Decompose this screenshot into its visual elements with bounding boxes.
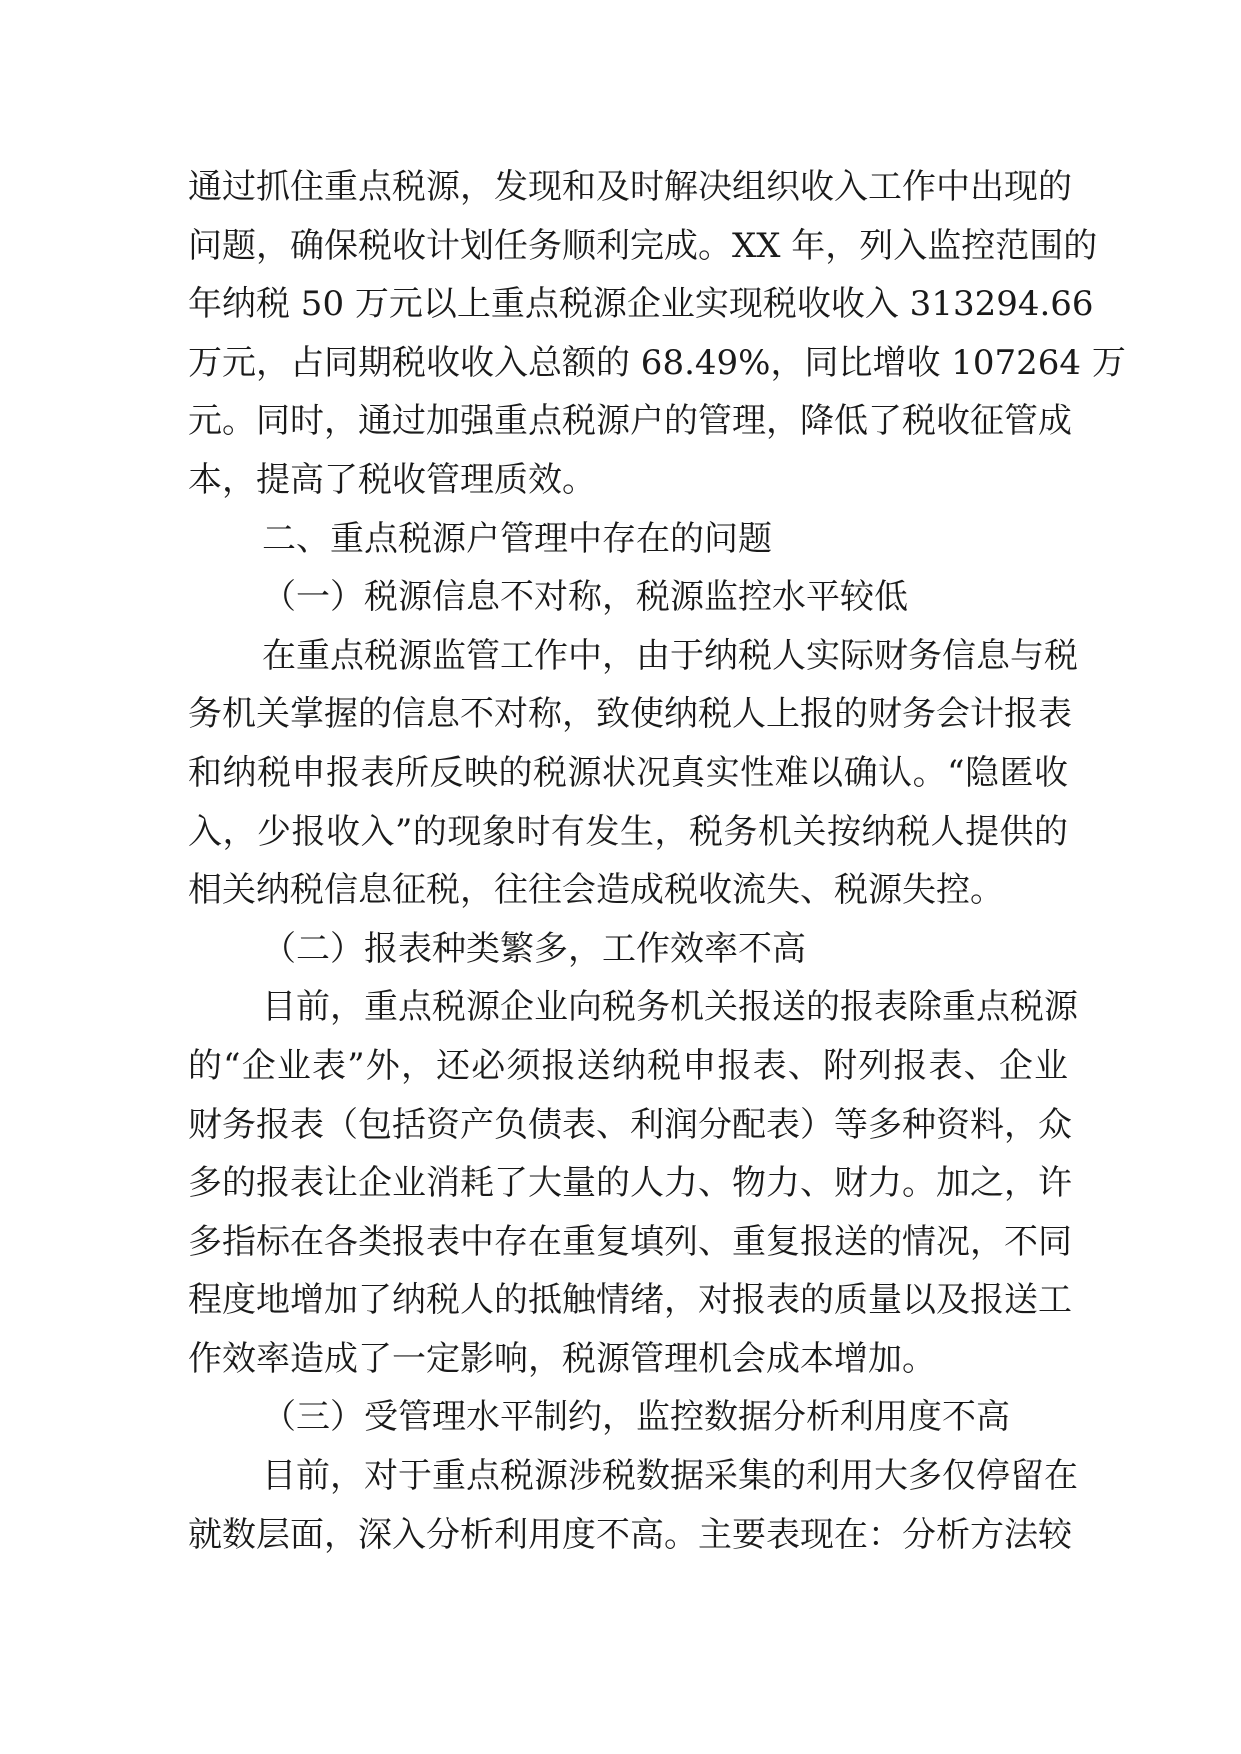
subsection-heading: （二）报表种类繁多，工作效率不高 — [262, 928, 806, 969]
text-line: 的“企业表”外，还必须报送纳税申报表、附列报表、企业 — [188, 1045, 1068, 1086]
text-line: 作效率造成了一定影响，税源管理机会成本增加。 — [188, 1338, 936, 1379]
text-line: 万元，占同期税收收入总额的 68.49%，同比增收 107264 万 — [188, 342, 1126, 383]
text-line: 相关纳税信息征税，往往会造成税收流失、税源失控。 — [188, 870, 1004, 911]
text-line: 入，少报收入”的现象时有发生，税务机关按纳税人提供的 — [188, 811, 1068, 852]
subsection-heading: （三）受管理水平制约，监控数据分析利用度不高 — [262, 1397, 1010, 1438]
text-line: 问题，确保税收计划任务顺利完成。XX 年，列入监控范围的 — [188, 225, 1098, 266]
text-line: 务机关掌握的信息不对称，致使纳税人上报的财务会计报表 — [188, 694, 1072, 735]
text-line: 多的报表让企业消耗了大量的人力、物力、财力。加之，许 — [188, 1163, 1072, 1204]
text-line: 元。同时，通过加强重点税源户的管理，降低了税收征管成 — [188, 401, 1072, 442]
text-line: 年纳税 50 万元以上重点税源企业实现税收收入 313294.66 — [188, 284, 1094, 325]
subsection-heading: （一）税源信息不对称，税源监控水平较低 — [262, 577, 908, 618]
document-body — [188, 158, 1126, 1564]
section-heading: 二、重点税源户管理中存在的问题 — [262, 518, 772, 559]
text-line: 目前，对于重点税源涉税数据采集的利用大多仅停留在 — [262, 1456, 1078, 1497]
text-line: 多指标在各类报表中存在重复填列、重复报送的情况，不同 — [188, 1221, 1072, 1262]
text-line: 本，提高了税收管理质效。 — [188, 459, 596, 500]
text-line: 在重点税源监管工作中，由于纳税人实际财务信息与税 — [262, 635, 1078, 676]
text-line: 和纳税申报表所反映的税源状况真实性难以确认。“隐匿收 — [188, 752, 1068, 793]
text-line: 就数层面，深入分析利用度不高。主要表现在：分析方法较 — [188, 1514, 1072, 1555]
text-line: 目前，重点税源企业向税务机关报送的报表除重点税源 — [262, 987, 1078, 1028]
text-line: 财务报表（包括资产负债表、利润分配表）等多种资料，众 — [188, 1104, 1072, 1145]
text-line: 通过抓住重点税源，发现和及时解决组织收入工作中出现的 — [188, 167, 1072, 207]
text-line: 程度地增加了纳税人的抵触情绪，对报表的质量以及报送工 — [188, 1280, 1072, 1321]
